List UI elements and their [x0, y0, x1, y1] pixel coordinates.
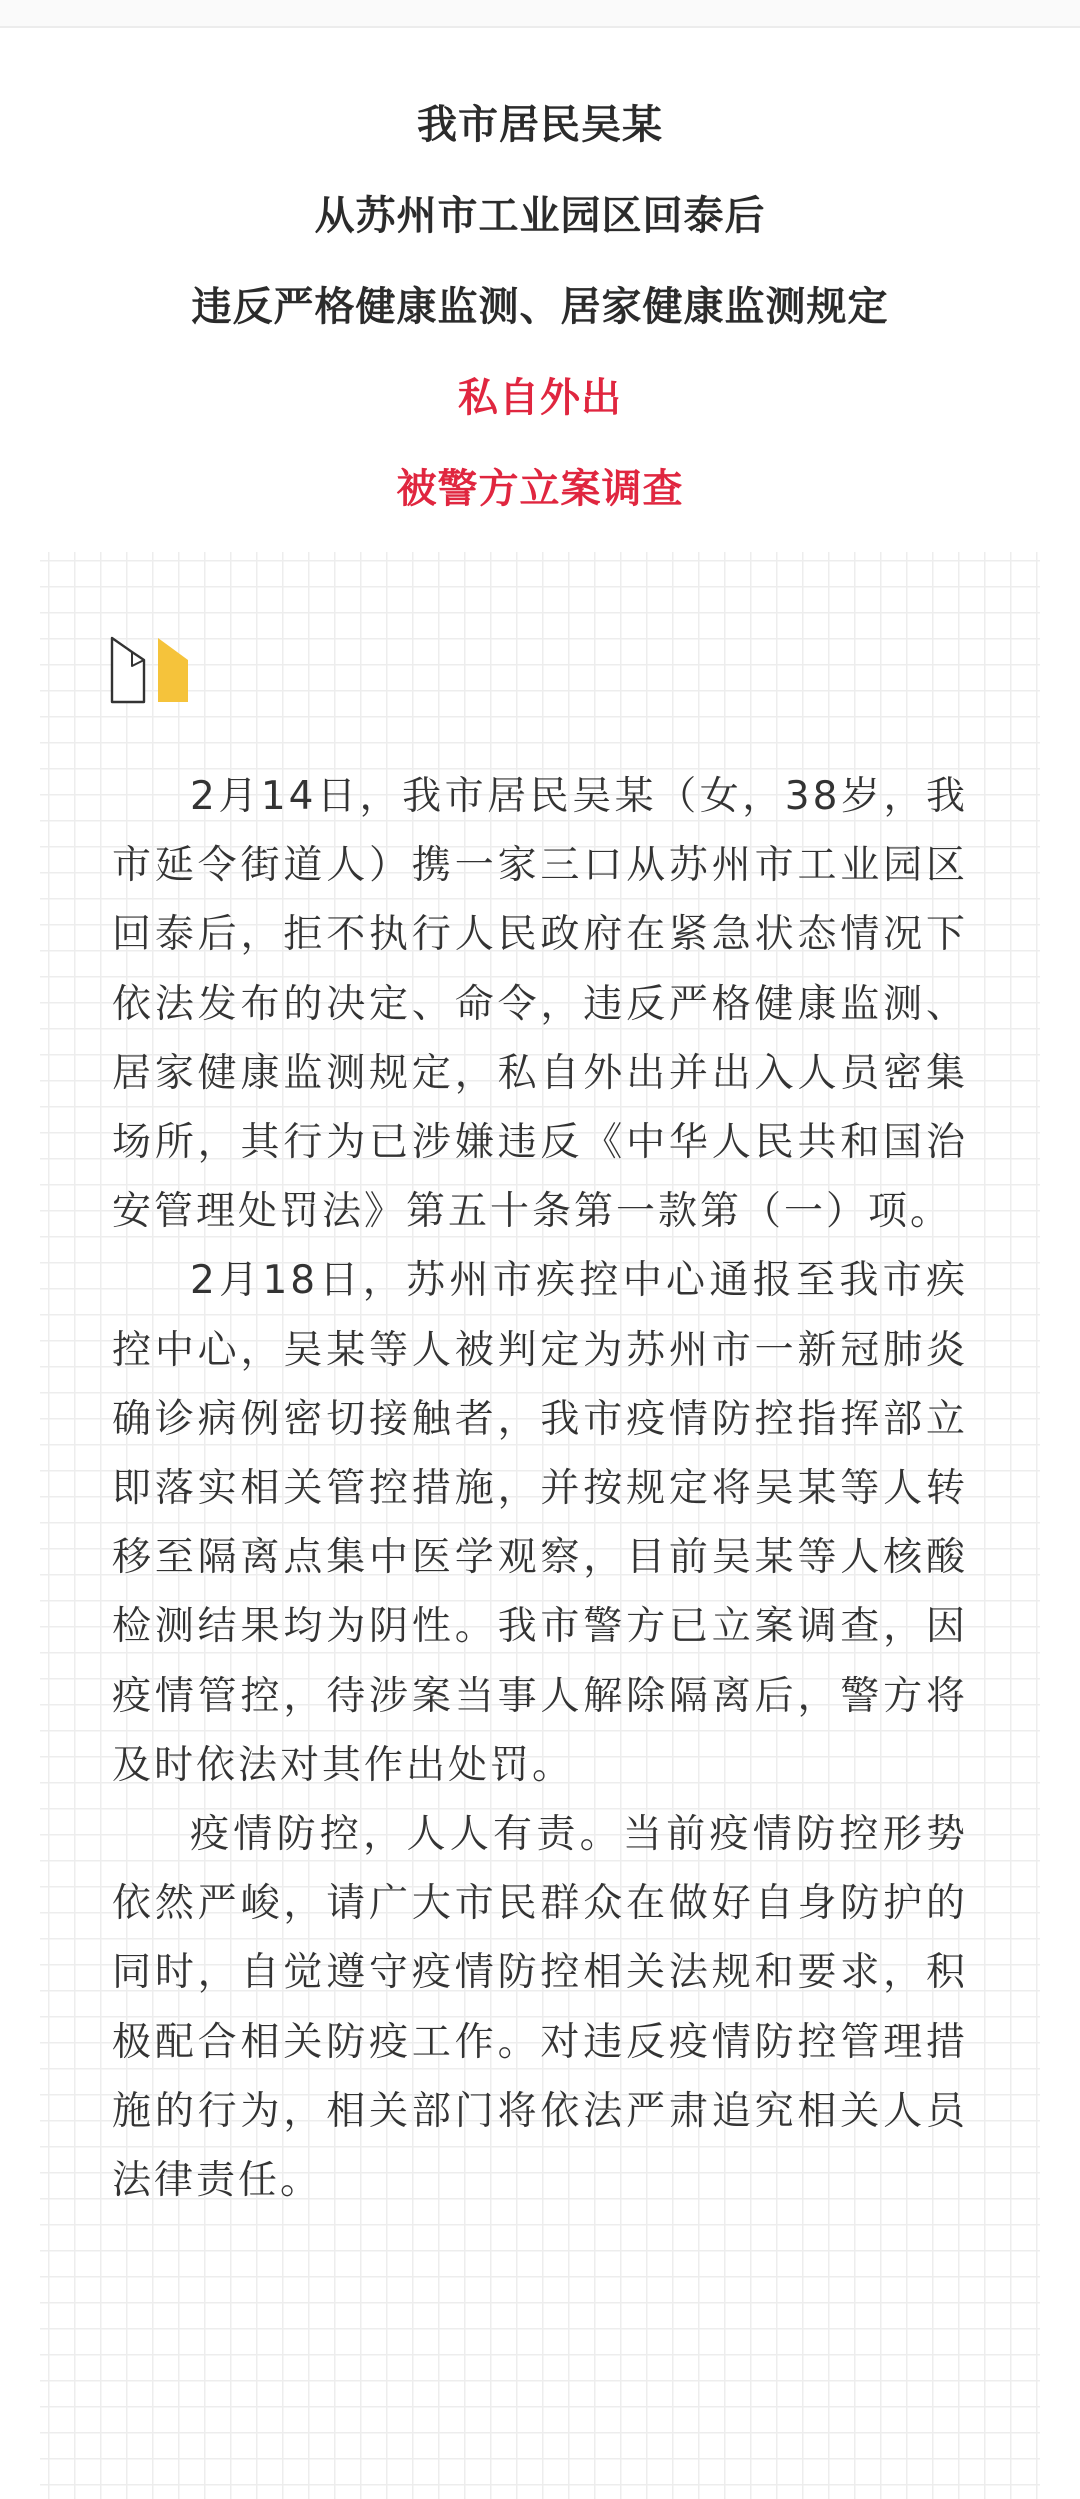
article-body — [112, 762, 968, 2215]
article-paragraph-1: 2月14日，我市居民吴某（女，38岁，我市延令街道人）携一家三口从苏州市工业园区回泰后，拒不执行人民政府在紧急状态情况下依法发布的决定、命令，违反严格健康监测、居家健康监测规定，私自外出并出入人员密集场所，其行为已涉嫌违反《中华人民共和国治安管理处罚法》第五十条第一款第（一）项。 — [112, 774, 968, 1235]
headline-line-5: 被警方立案调查 — [396, 466, 684, 512]
headline-line-1: 我市居民吴某 — [417, 102, 663, 148]
top-divider — [0, 0, 1080, 28]
headline-line-3: 违反严格健康监测、居家健康监测规定 — [191, 284, 889, 330]
headline — [0, 80, 1080, 535]
article-paragraph-2: 2月18日，苏州市疾控中心通报至我市疾控中心，吴某等人被判定为苏州市一新冠肺炎确诊病例密切接触者，我市疫情防控指挥部立即落实相关管控措施，并按规定将吴某等人转移至隔离点集中医学观察，目前吴某等人核酸检测结果均为阴性。我市警方已立案调查，因疫情管控，待涉案当事人解除隔离后，警方将及时依法对其作出处罚。 — [112, 1258, 968, 1788]
article-paragraph-3: 疫情防控，人人有责。当前疫情防控形势依然严峻，请广大市民群众在做好自身防护的同时，自觉遵守疫情防控相关法规和要求，积极配合相关防疫工作。对违反疫情防控管理措施的行为，相关部门将依法严肃追究相关人员法律责任。 — [112, 1812, 968, 2204]
headline-line-2: 从苏州市工业园区回泰后 — [314, 193, 766, 239]
headline-line-4: 私自外出 — [458, 375, 622, 421]
folded-page-icon — [110, 636, 194, 704]
